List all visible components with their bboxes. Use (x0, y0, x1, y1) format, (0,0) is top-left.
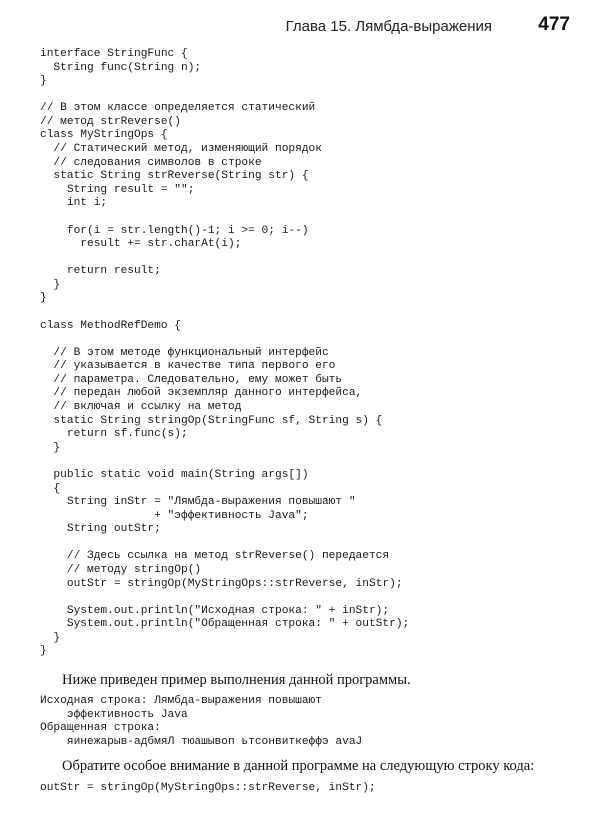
code-line: } (40, 292, 47, 305)
code-line: String outStr; (40, 523, 161, 536)
code-line (40, 537, 409, 551)
code-line: } (40, 278, 61, 291)
code-line: public static void main(String args[]) (40, 468, 309, 481)
code-line: System.out.println("Исходная строка: " + inStr); (40, 604, 390, 617)
code-line: System.out.println("Обращенная строка: " + outStr); (40, 618, 410, 631)
output-line: яинежарыв-адбмяЛ тюашывоп ьтсонвиткеффэ avaJ (40, 735, 363, 748)
code-line: } (40, 75, 47, 88)
code-listing (40, 48, 409, 659)
code-line (40, 306, 409, 320)
code-line: // включая и ссылку на метод (40, 401, 242, 414)
code-line: int i; (40, 197, 108, 210)
highlighted-code-line: outStr = stringOp(MyStringOps::strReverse, inStr); (40, 782, 376, 794)
code-line: String inStr = "Лямбда-выражения повышают " (40, 496, 356, 509)
code-line: String func(String n); (40, 61, 202, 74)
code-line: for(i = str.length()-1; i >= 0; i--) (40, 224, 309, 237)
code-line: class MyStringOps { (40, 129, 168, 142)
code-line (40, 252, 409, 266)
output-line: Исходная строка: Лямбда-выражения повышают (40, 695, 322, 707)
code-line: // метод strReverse() (40, 115, 181, 128)
code-line: // передан любой экземпляр данного интерфейса, (40, 387, 363, 400)
code-line: return result; (40, 265, 161, 278)
code-line: interface StringFunc { (40, 48, 188, 60)
code-line: // В этом классе определяется статический (40, 102, 316, 115)
code-line: // методу stringOp() (40, 563, 202, 576)
code-line: { (40, 482, 61, 495)
code-line: } (40, 645, 47, 658)
code-line: } (40, 441, 61, 454)
output-line: Обращенная строка: (40, 722, 161, 735)
code-line: // параметра. Следовательно, ему может быть (40, 373, 343, 386)
code-line: class MethodRefDemo { (40, 319, 181, 332)
chapter-title: Глава 15. Лямбда-выражения (285, 18, 492, 35)
page-header (0, 16, 600, 40)
code-line: static String stringOp(StringFunc sf, String s) { (40, 414, 383, 427)
code-line: // следования символов в строке (40, 156, 262, 169)
code-line: String result = ""; (40, 183, 195, 196)
code-line (40, 211, 409, 225)
code-line: // указывается в качестве типа первого его (40, 360, 336, 373)
output-line: эффективность Java (40, 708, 188, 721)
program-output (40, 695, 362, 749)
code-line: // Статический метод, изменяющий порядок (40, 143, 322, 156)
code-line: return sf.func(s); (40, 428, 188, 441)
code-line (40, 333, 409, 347)
code-line: result += str.charAt(i); (40, 238, 242, 251)
code-line: } (40, 631, 61, 644)
code-line: static String strReverse(String str) { (40, 170, 309, 183)
line-intro-text: Обратите особое внимание в данной программе на следующую строку кода: (62, 758, 535, 774)
code-line (40, 89, 409, 103)
output-intro-text: Ниже приведен пример выполнения данной программы. (62, 672, 411, 688)
code-line: // Здесь ссылка на метод strReverse() передается (40, 550, 390, 563)
code-line: // В этом методе функциональный интерфейс (40, 346, 329, 359)
code-line: outStr = stringOp(MyStringOps::strReverse, inStr); (40, 577, 403, 590)
page-number: 477 (538, 14, 570, 35)
code-line (40, 591, 409, 605)
code-line (40, 455, 409, 469)
code-line: + "эффективность Java"; (40, 509, 309, 522)
